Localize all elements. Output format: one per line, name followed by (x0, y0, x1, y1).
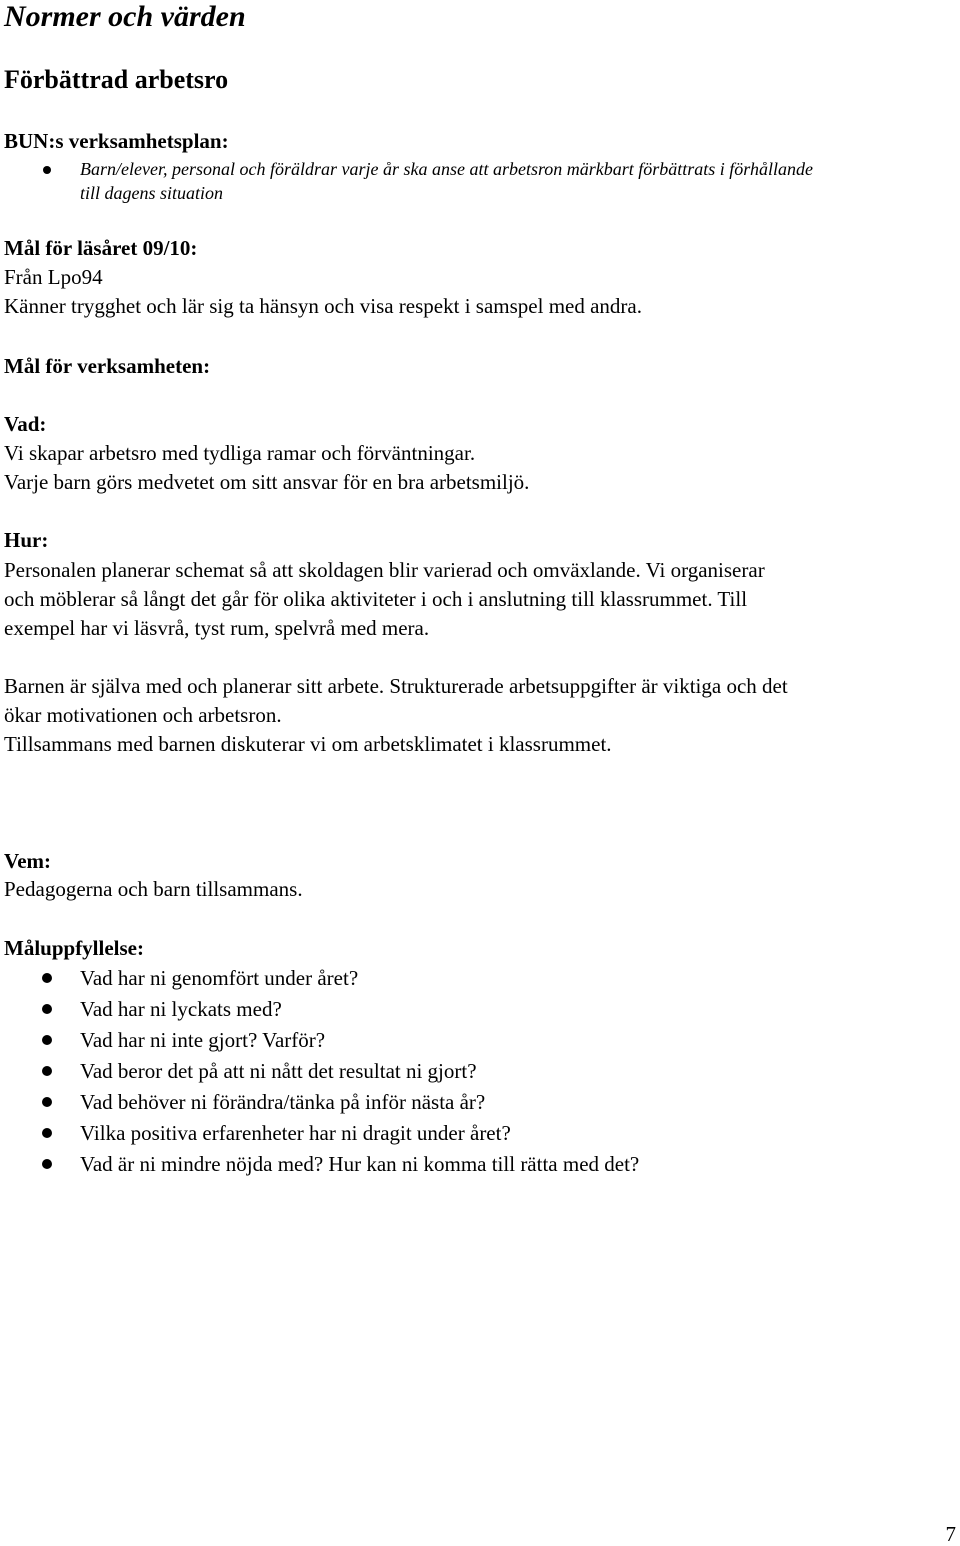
what-line-2: Varje barn görs medvetet om sitt ansvar för en bra arbetsmiljö. (4, 470, 530, 494)
goals-year-line-2: Känner trygghet och lär sig ta hänsyn och visa respekt i samspel med andra. (4, 294, 642, 318)
fulfillment-item: Vad har ni genomfört under året? (80, 966, 359, 990)
section-title: Förbättrad arbetsro (4, 65, 229, 94)
fulfillment-item: Vilka positiva erfarenheter har ni dragit under året? (80, 1121, 511, 1145)
how-para1-line-2: och möblerar så långt det går för olika aktiviteter i och i anslutning till klassrummet. Till (4, 587, 748, 611)
fulfillment-item: Vad är ni mindre nöjda med? Hur kan ni komma till rätta med det? (80, 1152, 640, 1176)
how-para2-line-3: Tillsammans med barnen diskuterar vi om arbetsklimatet i klassrummet. (4, 732, 612, 756)
bullet-icon (42, 1066, 52, 1076)
how-para2-line-2: ökar motivationen och arbetsron. (4, 703, 282, 727)
bullet-icon (42, 1097, 52, 1107)
goals-year-heading: Mål för läsåret 09/10: (4, 236, 198, 260)
main-title: Normer och värden (4, 0, 246, 33)
bullet-icon (42, 1159, 52, 1169)
what-line-1: Vi skapar arbetsro med tydliga ramar och förväntningar. (4, 441, 476, 465)
how-heading: Hur: (4, 528, 49, 552)
bullet-icon (43, 166, 51, 174)
who-line-1: Pedagogerna och barn tillsammans. (4, 877, 303, 901)
what-heading: Vad: (4, 412, 47, 436)
bullet-icon (42, 1035, 52, 1045)
fulfillment-item: Vad har ni inte gjort? Varför? (80, 1028, 326, 1052)
bun-bullet-line-2: till dagens situation (80, 183, 224, 203)
fulfillment-item: Vad har ni lyckats med? (80, 997, 282, 1021)
how-para2-line-1: Barnen är själva med och planerar sitt arbete. Strukturerade arbetsuppgifter är viktiga och det (4, 674, 788, 698)
bullet-icon (42, 973, 52, 983)
bun-heading: BUN:s verksamhetsplan: (4, 129, 229, 153)
bun-bullet-line-1: Barn/elever, personal och föräldrar varje år ska anse att arbetsron märkbart förbättrats i förhållande (80, 159, 813, 179)
how-para1-line-1: Personalen planerar schemat så att skoldagen blir varierad och omväxlande. Vi organiserar (4, 558, 765, 582)
fulfillment-heading: Måluppfyllelse: (4, 936, 144, 960)
how-para1-line-3: exempel har vi läsvrå, tyst rum, spelvrå med mera. (4, 616, 430, 640)
fulfillment-item: Vad behöver ni förändra/tänka på inför nästa år? (80, 1090, 486, 1114)
goals-activity-heading: Mål för verksamheten: (4, 354, 211, 378)
bullet-icon (42, 1128, 52, 1138)
who-heading: Vem: (4, 849, 52, 873)
fulfillment-item: Vad beror det på att ni nått det resultat ni gjort? (80, 1059, 477, 1083)
goals-year-line-1: Från Lpo94 (4, 265, 103, 289)
bullet-icon (42, 1004, 52, 1014)
page-number: 7 (945, 1522, 956, 1546)
